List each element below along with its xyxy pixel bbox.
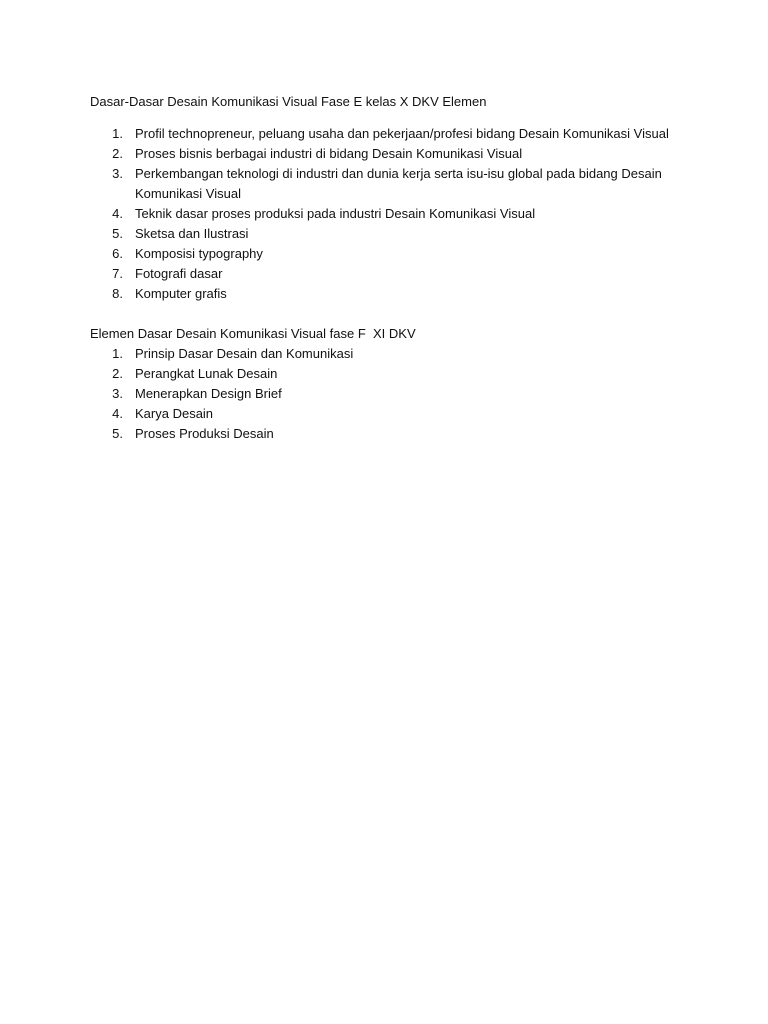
section-1-title: Dasar-Dasar Desain Komunikasi Visual Fase E kelas X DKV Elemen bbox=[90, 94, 487, 109]
list-item-text: Proses bisnis berbagai industri di bidang Desain Komunikasi Visual bbox=[135, 146, 523, 161]
list-item-text: Komputer grafis bbox=[135, 286, 227, 301]
list-item bbox=[90, 264, 690, 284]
list-item-text: Teknik dasar proses produksi pada industri Desain Komunikasi Visual bbox=[135, 206, 536, 221]
list-item-number: 2. bbox=[112, 366, 123, 381]
list-item-number: 5. bbox=[112, 226, 123, 241]
list-item-number: 5. bbox=[112, 426, 123, 441]
list-item-number: 4. bbox=[112, 206, 123, 221]
list-item-text: Prinsip Dasar Desain dan Komunikasi bbox=[135, 346, 354, 361]
list-item-text: Karya Desain bbox=[135, 406, 214, 421]
list-item bbox=[90, 244, 690, 264]
section-2-list bbox=[90, 344, 690, 444]
list-item bbox=[90, 284, 690, 304]
list-item-number: 3. bbox=[112, 386, 123, 401]
list-item bbox=[90, 384, 690, 404]
list-item-text: Fotografi dasar bbox=[135, 266, 223, 281]
list-item-text: Sketsa dan Ilustrasi bbox=[135, 226, 249, 241]
list-item-text: Komposisi typography bbox=[135, 246, 263, 261]
list-item-text: Proses Produksi Desain bbox=[135, 426, 274, 441]
list-item bbox=[90, 144, 690, 164]
list-item-number: 1. bbox=[112, 126, 123, 141]
list-item-text: Menerapkan Design Brief bbox=[135, 386, 282, 401]
list-item bbox=[90, 344, 690, 364]
list-item-number: 7. bbox=[112, 266, 123, 281]
list-item bbox=[90, 424, 690, 444]
list-item bbox=[90, 124, 690, 144]
list-item-number: 2. bbox=[112, 146, 123, 161]
section-1-list bbox=[90, 124, 690, 304]
list-item-number: 4. bbox=[112, 406, 123, 421]
section-2-title: Elemen Dasar Desain Komunikasi Visual fase F XI DKV bbox=[90, 326, 416, 341]
list-item-text: Profil technopreneur, peluang usaha dan pekerjaan/profesi bidang Desain Komunikasi Visual bbox=[135, 126, 669, 141]
list-item-number: 1. bbox=[112, 346, 123, 361]
list-item-number: 3. bbox=[112, 166, 123, 181]
list-item bbox=[90, 404, 690, 424]
list-item bbox=[90, 224, 690, 244]
list-item-number: 6. bbox=[112, 246, 123, 261]
list-item bbox=[90, 164, 690, 204]
list-item-text: Perangkat Lunak Desain bbox=[135, 366, 278, 381]
list-item-text: Perkembangan teknologi di industri dan dunia kerja serta isu-isu global pada bidang Desain Komunikasi Visual bbox=[135, 166, 662, 201]
document-body bbox=[90, 92, 690, 444]
list-item-number: 8. bbox=[112, 286, 123, 301]
list-item bbox=[90, 364, 690, 384]
list-item bbox=[90, 204, 690, 224]
